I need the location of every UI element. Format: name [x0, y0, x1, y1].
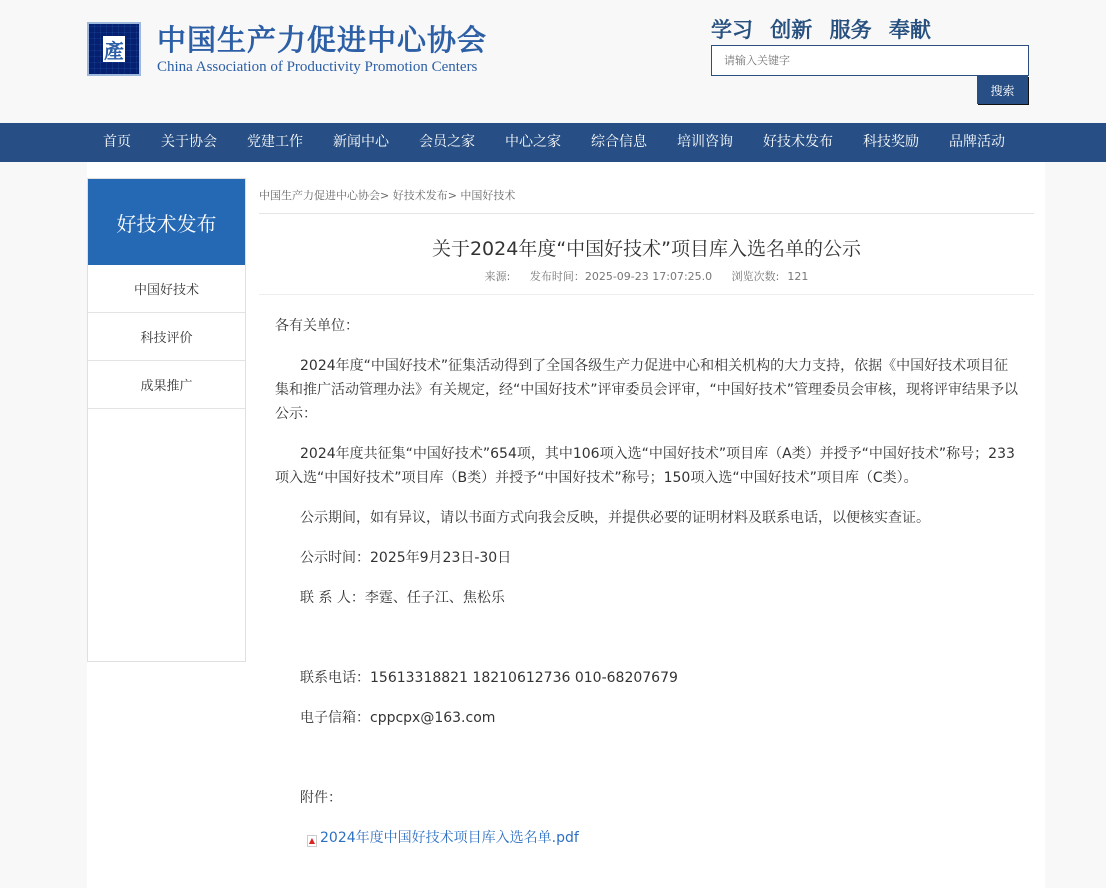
slogan: 学习 创新 服务 奉献	[711, 17, 931, 42]
logo-emblem	[87, 22, 141, 76]
site-logo[interactable]	[87, 22, 487, 76]
sidebar	[87, 178, 246, 662]
nav-members[interactable]: 会员之家	[419, 134, 475, 150]
search-input[interactable]	[712, 46, 977, 75]
article-meta	[259, 268, 1034, 295]
breadcrumb[interactable]: 中国生产力促进中心协会> 好技术发布> 中国好技术	[259, 187, 1034, 214]
article-body	[275, 314, 1020, 866]
nav-brand[interactable]: 品牌活动	[949, 134, 1005, 150]
views-count: 121	[787, 270, 809, 283]
pdf-icon: ▲	[308, 836, 316, 845]
sidebar-title: 好技术发布	[88, 179, 245, 265]
views-label: 浏览次数:	[731, 270, 780, 283]
sidebar-item-evaluation[interactable]: 科技评价	[88, 313, 245, 361]
logo-mark-char: 產	[103, 36, 125, 62]
paragraph: 2024年度“中国好技术”征集活动得到了全国各级生产力促进中心和相关机构的大力支持，依据《中国好技术项目征集和推广活动管理办法》有关规定，经“中国好技术”评审委员会评审，“中国好技术”管理委员会审核，现将评审结果予以公示：	[275, 358, 1019, 422]
main-nav	[0, 123, 1106, 162]
paragraph: 公示期间，如有异议，请以书面方式向我会反映，并提供必要的证明材料及联系电话，以便核实查证。	[300, 510, 930, 526]
publish-time: 发布时间：2025-09-23 17:07:25.0	[529, 270, 713, 283]
sidebar-item-promotion[interactable]: 成果推广	[88, 361, 245, 409]
nav-centers[interactable]: 中心之家	[505, 134, 561, 150]
salutation: 各有关单位：	[275, 318, 359, 334]
contact-person: 联 系 人：李霆、任子江、焦松乐	[300, 590, 505, 606]
article-title: 关于2024年度“中国好技术”项目库入选名单的公示	[431, 238, 862, 260]
nav-news[interactable]: 新闻中心	[333, 134, 389, 150]
main-content	[87, 162, 1045, 888]
contact-phone: 联系电话：15613318821 18210612736 010-68207679	[300, 670, 678, 686]
attachment-link[interactable]: 2024年度中国好技术项目库入选名单.pdf	[320, 830, 579, 846]
sidebar-item-china-good-tech[interactable]: 中国好技术	[88, 265, 245, 313]
notice-period: 公示时间：2025年9月23日-30日	[300, 550, 512, 566]
nav-awards[interactable]: 科技奖励	[863, 134, 919, 150]
search-button[interactable]: 搜索	[977, 76, 1028, 104]
org-name-en: China Association of Productivity Promotion Centers	[157, 58, 478, 75]
source-label: 来源:	[484, 270, 511, 283]
paragraph: 2024年度共征集“中国好技术”654项，其中106项入选“中国好技术”项目库（A类）并授予“中国好技术”称号；233项入选“中国好技术”项目库（B类）并授予“中国好技术”称号；150项入选“中国好技术”项目库（C类）。	[275, 446, 1015, 486]
contact-email: 电子信箱：cppcpx@163.com	[300, 710, 496, 726]
nav-info[interactable]: 综合信息	[591, 134, 647, 150]
attachment-label: 附件：	[300, 790, 342, 806]
search-box	[711, 45, 1029, 76]
nav-home[interactable]: 首页	[103, 134, 131, 150]
org-name-cn: 中国生产力促进中心协会	[157, 22, 488, 57]
nav-training[interactable]: 培训咨询	[677, 134, 733, 150]
header	[0, 0, 1106, 123]
nav-about[interactable]: 关于协会	[161, 134, 217, 150]
nav-good-tech[interactable]: 好技术发布	[763, 134, 833, 150]
nav-party[interactable]: 党建工作	[247, 134, 303, 150]
